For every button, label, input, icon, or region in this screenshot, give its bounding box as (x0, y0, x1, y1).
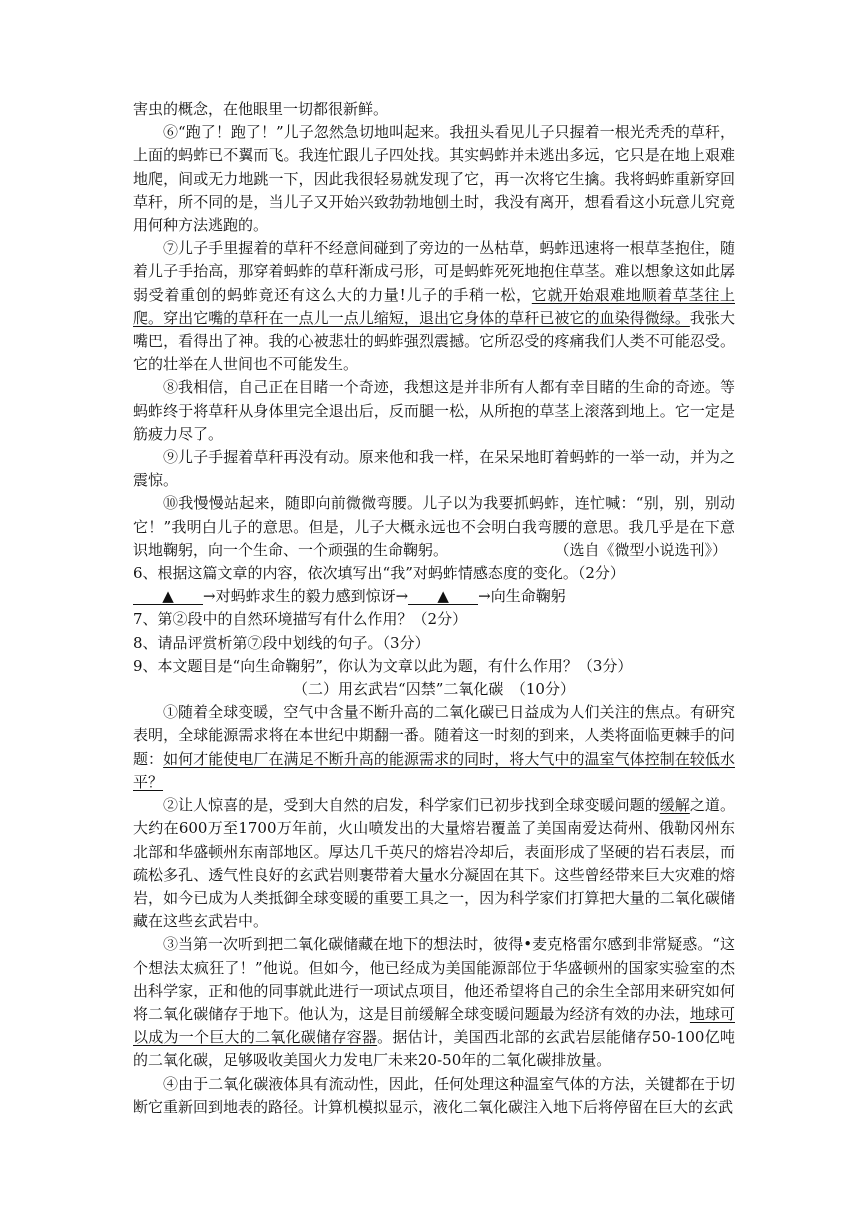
p7-underlined-sentence: 它就开始艰难地顺着草茎往上爬。穿出它嘴的草秆在一点儿一点儿缩短，退出它身体的草秆已被它的血染得微绿。 (133, 285, 735, 327)
article2-title: （二）用玄武岩“囚禁”二氧化碳 （10分） (293, 680, 575, 699)
a2p2-underlined-word: 缓解 (659, 796, 690, 815)
q6-middle-text: →对蚂蚱求生的毅力感到惊讶→ (203, 587, 409, 606)
article2-paragraph-4: ④由于二氧化碳液体具有流动性，因此，任何处理这种温室气体的方法，关键都在于切断它重新回到地表的路径。计算机模拟显示，液化二氧化碳注入地下后将停留在巨大的玄武 (133, 1074, 735, 1116)
answer-blank-2[interactable]: ▲ (408, 588, 478, 605)
story-paragraph-9: ⑨儿子手握着草秆再没有动。原来他和我一样，在呆呆地盯着蚂蚱的一举一动，并为之震惊。 (133, 448, 735, 490)
question-8: 8、请品评赏析第⑦段中划线的句子。（3分） (133, 633, 430, 652)
a2p3-text-b: 。据估计，美国西北部的玄武岩层能储存50-100亿吨的二氧化碳，足够吸收美国火力发电厂未来20-50年的二氧化碳排放量。 (133, 1028, 735, 1070)
a2p2-text-a: ②让人惊喜的是，受到大自然的启发，科学家们已初步找到全球变暖问题的 (163, 796, 660, 815)
story-paragraph-5-tail: 害虫的概念，在他眼里一切都很新鲜。 (133, 100, 389, 118)
story-paragraph-10 (133, 492, 735, 562)
q6-end-text: →向生命鞠躬 (478, 587, 566, 606)
article2-paragraph-3 (133, 933, 735, 1072)
story-paragraph-8: ⑧我相信，自己正在目睹一个奇迹，我想这是并非所有人都有幸目睹的生命的奇迹。等蚂蚱终于将草秆从身体里完全退出后，反而腿一松，从所抱的草茎上滚落到地上。它一定是筋疲力尽了。 (133, 378, 735, 443)
story-source: （选自《微型小说选刊》） (554, 540, 727, 559)
p7-text-b: 我张大嘴巴，看得出了神。我的心被悲壮的蚂蚱强烈震撼。它所忍受的疼痛我们人类不可能忍受。它的壮举在人世间也不可能发生。 (133, 308, 735, 374)
answer-blank-1[interactable]: ▲ (133, 588, 203, 605)
p7-text-a: ⑦儿子手里握着的草秆不经意间碰到了旁边的一丛枯草，蚂蚱迅速将一根草茎抱住，随着儿子手抬高，那穿着蚂蚱的草秆渐成弓形，可是蚂蚱死死地抱住草茎。难以想象这如此孱弱受着重创的蚂蚱竟还有这么大的力量!儿子的手稍一松， (133, 239, 735, 304)
article2-paragraph-2 (133, 794, 735, 933)
a2p3-underlined-phrase: 地球可以成为一个巨大的二氧化碳储存容器 (133, 1004, 735, 1047)
a2p1-text: ①随着全球变暖，空气中含量不断升高的二氧化碳已日益成为人们关注的焦点。有研究表明，全球能源需求将在本世纪中期翻一番。随着这一时刻的到来，人类将面临更棘手的问题： (133, 703, 735, 768)
question-6: 6、根据这篇文章的内容，依次填写出“我”对蚂蚱情感态度的变化。（2分） (133, 564, 625, 583)
question-9: 9、本文题目是“向生命鞠躬”，你认为文章以此为题，有什么作用？（3分） (133, 656, 633, 675)
article2-paragraph-1 (133, 701, 735, 794)
a2p3-text-a: ③当第一次听到把二氧化碳储藏在地下的想法时，彼得•麦克格雷尔感到非常疑惑。“这个想法太疯狂了！”他说。但如今，他已经成为美国能源部位于华盛顿州的国家实验室的杰出科学家，正和他的同事就此进行一项试点项目，他还希望将自己的余生全部用来研究如何将二氧化碳储存于地下。他认为，这是目前缓解全球变暖问题最为经济有效的办法， (133, 935, 735, 1023)
a2p2-text-b: 之道。大约在600万至1700万年前，火山喷发出的大量熔岩覆盖了美国南爱达荷州、俄勒冈州东北部和华盛顿州东南部地区。厚达几千英尺的熔岩冷却后，表面形成了坚硬的岩石表层，而疏松多孔、透气性良好的玄武岩则裹带着大量水分凝固在其下。这些曾经带来巨大灾难的熔岩，如今已成为人类抵御全球变暖的重要工具之一，因为科学家们打算把大量的二氧化碳储藏在这些玄武岩中。 (133, 796, 735, 931)
a2p1-underlined-question: 如何才能使电厂在满足不断升高的能源需求的同时，将大气中的温室气体控制在较低水平？ (133, 749, 735, 791)
story-paragraph-7 (133, 237, 735, 376)
question-6-chain (133, 585, 735, 608)
question-7: 7、第②段中的自然环境描写有什么作用？（2分） (133, 610, 468, 629)
p10-text: ⑩我慢慢站起来，随即向前微微弯腰。儿子以为我要抓蚂蚱，连忙喊：“别，别，别动它！”我明白儿子的意思。但是，儿子大概永远也不会明白我弯腰的意思。我几乎是在下意识地鞠躬，向一个生命、一个顽强的生命鞠躬。 (133, 494, 735, 559)
story-paragraph-6: ⑥“跑了！跑了！”儿子忽然急切地叫起来。我扭头看见儿子只握着一根光秃秃的草秆，上面的蚂蚱已不翼而飞。我连忙跟儿子四处找。其实蚂蚱并未逃出多远，它只是在地上艰难地爬，间或无力地跳一下，因此我很轻易就发现了它，再一次将它生擒。我将蚂蚱重新穿回草秆，所不同的是，当儿子又开始兴致勃勃地刨土时，我没有离开，想看看这小玩意儿究竟用何种方法逃跑的。 (133, 123, 735, 235)
